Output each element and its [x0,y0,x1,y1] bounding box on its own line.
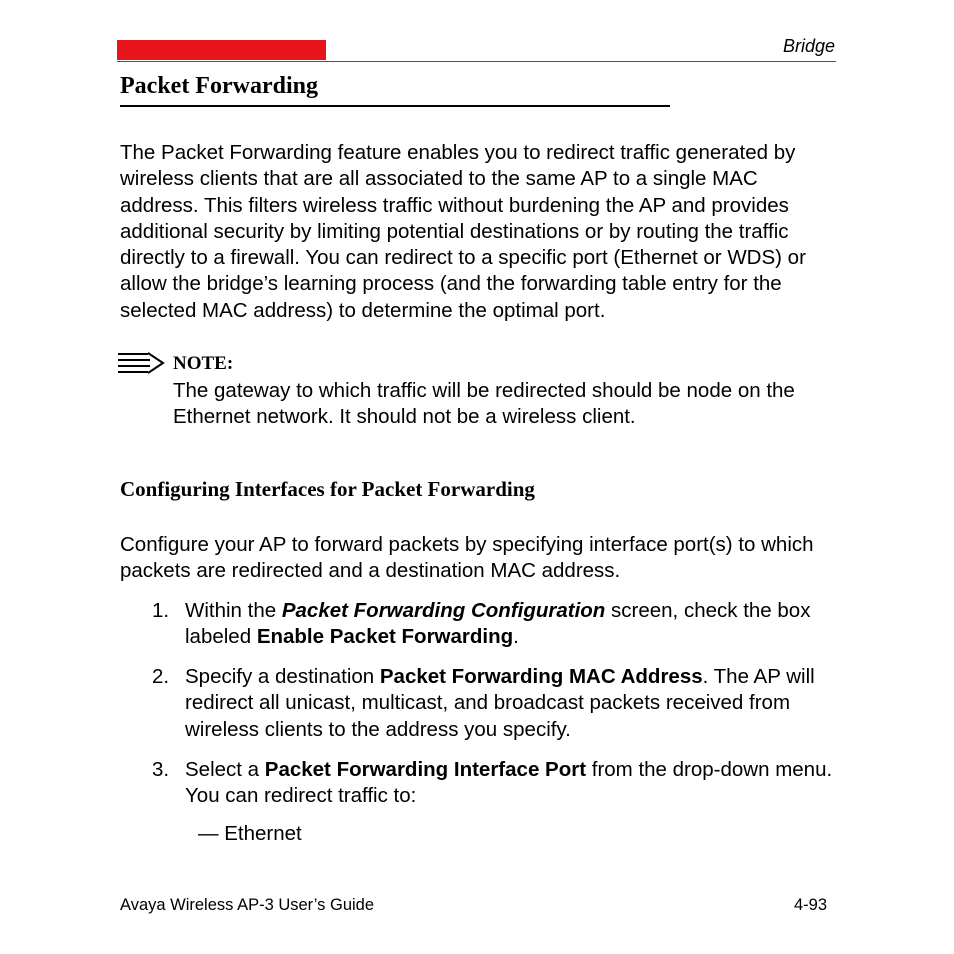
section-title-underline [120,105,670,107]
ui-label: Packet Forwarding MAC Address [379,665,703,688]
note-arrow-icon [118,352,166,379]
step-2 [152,664,842,743]
header-red-bar [117,40,326,60]
step-text: Select a Packet Forwarding Interface Port from the drop-down menu. You can redirect traffic to: [185,758,833,808]
footer-page-number: 4-93 [793,896,827,914]
step-number: 3. [152,758,170,781]
step-number: 1. [152,599,170,622]
section-title: Packet Forwarding [120,73,318,99]
ui-label: Packet Forwarding Interface Port [264,758,587,781]
subsection-title: Configuring Interfaces for Packet Forwarding [120,477,535,501]
step-3 [152,757,842,810]
step-text: Within the Packet Forwarding Configuration screen, check the box labeled Enable Packet Forwarding. [185,599,811,649]
section-intro-paragraph: The Packet Forwarding feature enables you to redirect traffic generated by wireless clients that are all associated to the same AP to a single MAC address. This filters wireless traffic without burdening the AP and provides additional security by limiting potential destinations or by routing the traffic directly to a firewall. You can redirect to a specific port (Ethernet or WDS) or allow the bridge’s learning process (and the forwarding table entry for the selected MAC address) to determine the optimal port. [120,141,806,322]
header-rule [117,61,836,62]
subsection-intro-paragraph: Configure your AP to forward packets by specifying interface port(s) to which packets are redirected and a destination MAC address. [120,533,814,583]
note-label: NOTE: [173,353,234,374]
step-number: 2. [152,665,170,688]
list-item: — Ethernet [198,822,302,845]
screen-name: Packet Forwarding Configuration [281,599,606,622]
ui-label: Enable Packet Forwarding [256,625,514,649]
step-1 [152,598,842,651]
step-text: Specify a destination Packet Forwarding MAC Address. The AP will redirect all unicast, multicast, and broadcast packets received from wireless clients to the address you specify. [185,665,815,741]
note-text: The gateway to which traffic will be redirected should be node on the Ethernet network. It should not be a wireless client. [173,379,795,429]
running-header-title: Bridge [782,36,835,56]
footer-guide-title: Avaya Wireless AP-3 User’s Guide [120,896,375,914]
